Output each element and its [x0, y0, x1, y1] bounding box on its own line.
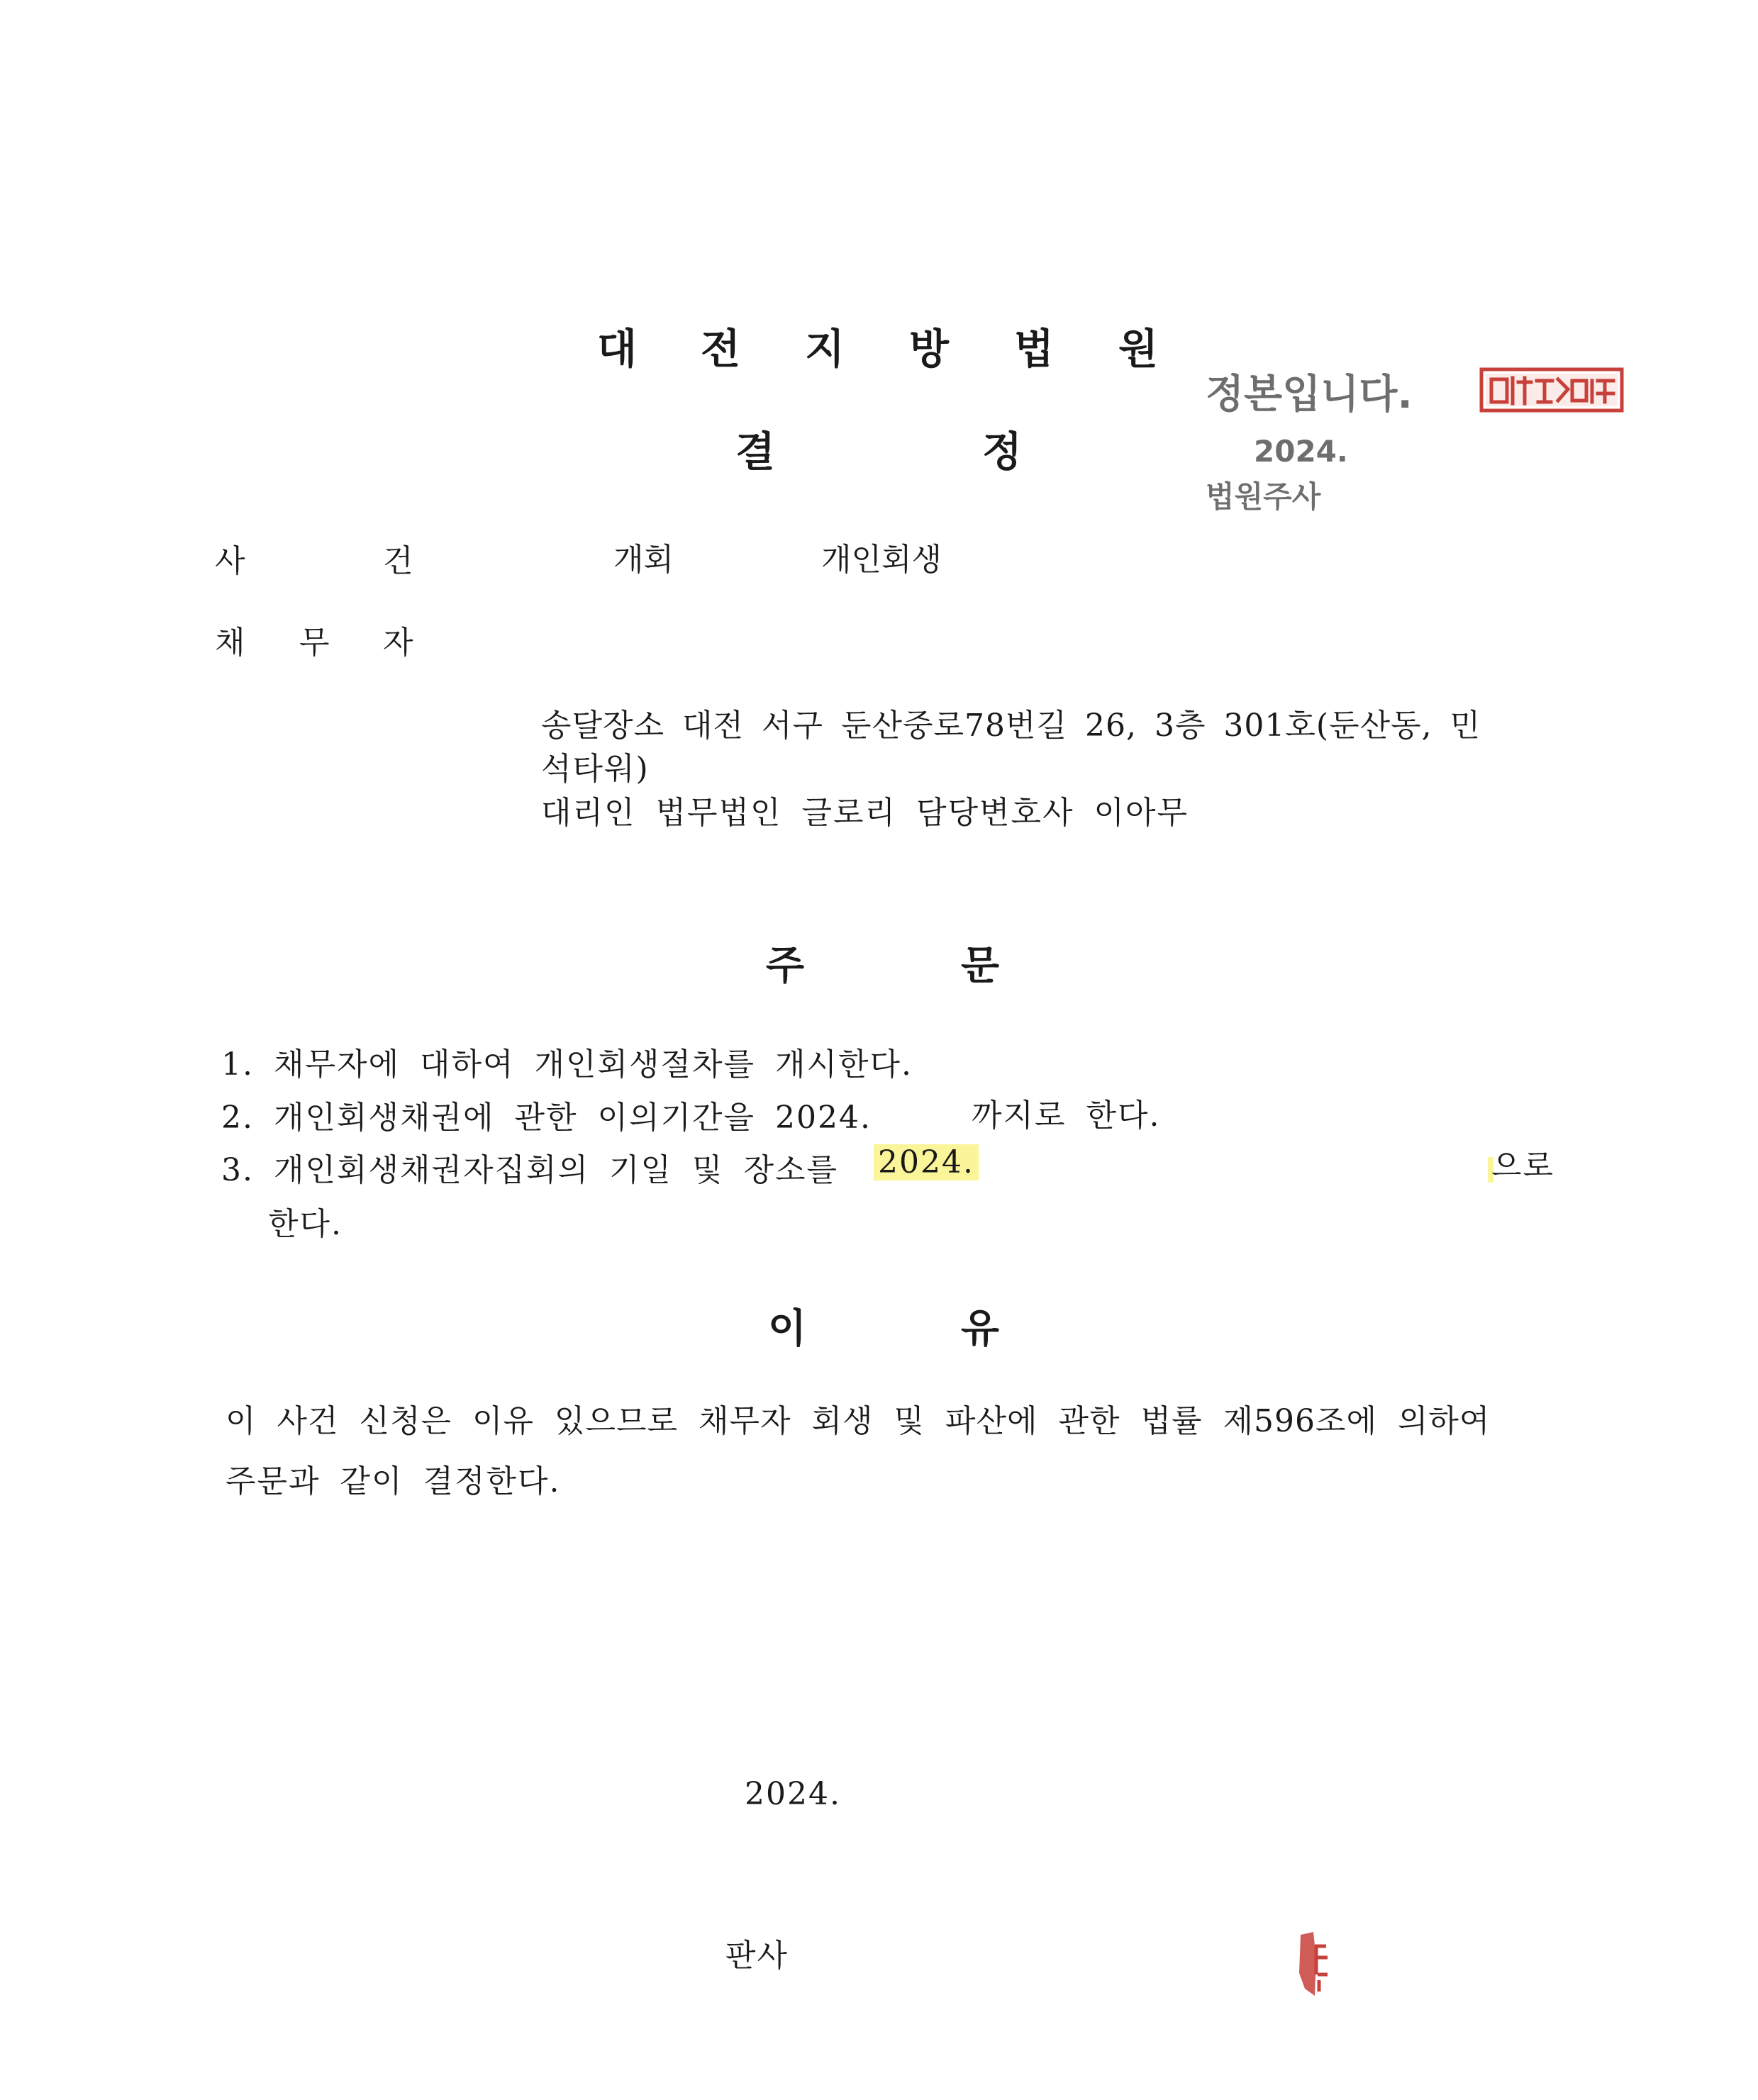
order-item-suffix: 까지로 한다. [972, 1098, 1161, 1134]
reason-title-char: 이 [768, 1306, 807, 1352]
decision-title-char: 정 [982, 428, 1023, 476]
decision-date: 2024. [745, 1776, 841, 1812]
debtor-label-char: 자 [383, 625, 413, 661]
order-item: 1. 채무자에 대하여 개인회생절차를 개시한다. [221, 1046, 913, 1083]
debtor-label-char: 무 [299, 625, 330, 661]
reason-line: 주문과 같이 결정한다. [226, 1463, 561, 1499]
court-seal-icon [1479, 365, 1626, 416]
certification-officer: 법원주사 [1206, 479, 1321, 514]
order-item-date: 2024. [874, 1144, 979, 1180]
judge-label: 판사 [725, 1938, 789, 1974]
case-type: 개회 [613, 542, 674, 578]
court-title-char: 법 [1014, 325, 1055, 373]
reason-line: 이 사건 신청은 이유 있으므로 채무자 회생 및 파산에 관한 법률 제596조에 의하여 [226, 1403, 1491, 1439]
certification-date: 2024. [1254, 434, 1348, 469]
court-title-char: 전 [701, 325, 741, 373]
order-item-suffix: 으로 [1491, 1148, 1555, 1184]
court-title-char: 지 [805, 325, 845, 373]
certification-text: 정본입니다. [1206, 372, 1413, 418]
case-label-char: 사 [215, 543, 245, 579]
order-title-char: 주 [766, 943, 805, 989]
order-item: 2. 개인회생채권에 관한 이의기간을 2024. [221, 1100, 872, 1136]
order-item-continuation: 한다. [268, 1206, 343, 1242]
court-title-char: 대 [597, 325, 638, 373]
court-title-char: 원 [1118, 325, 1159, 373]
service-address-line: 송달장소 대전 서구 둔산중로78번길 26, 3층 301호(둔산동, 민 [541, 708, 1481, 744]
judge-seal-icon [1298, 1931, 1333, 1999]
order-item: 3. 개인회생채권자집회의 기일 및 장소를 [221, 1152, 838, 1188]
agent-line: 대리인 법무법인 글로리 담당변호사 이아무 [541, 795, 1189, 831]
case-label-char: 건 [383, 543, 413, 579]
order-title-char: 문 [961, 943, 1000, 989]
case-name: 개인회생 [821, 542, 942, 578]
decision-title-char: 결 [735, 428, 776, 476]
reason-title-char: 유 [961, 1306, 1000, 1352]
debtor-label-char: 채 [215, 625, 245, 661]
court-title-char: 방 [909, 325, 950, 373]
service-address-line: 석타워) [541, 751, 650, 787]
